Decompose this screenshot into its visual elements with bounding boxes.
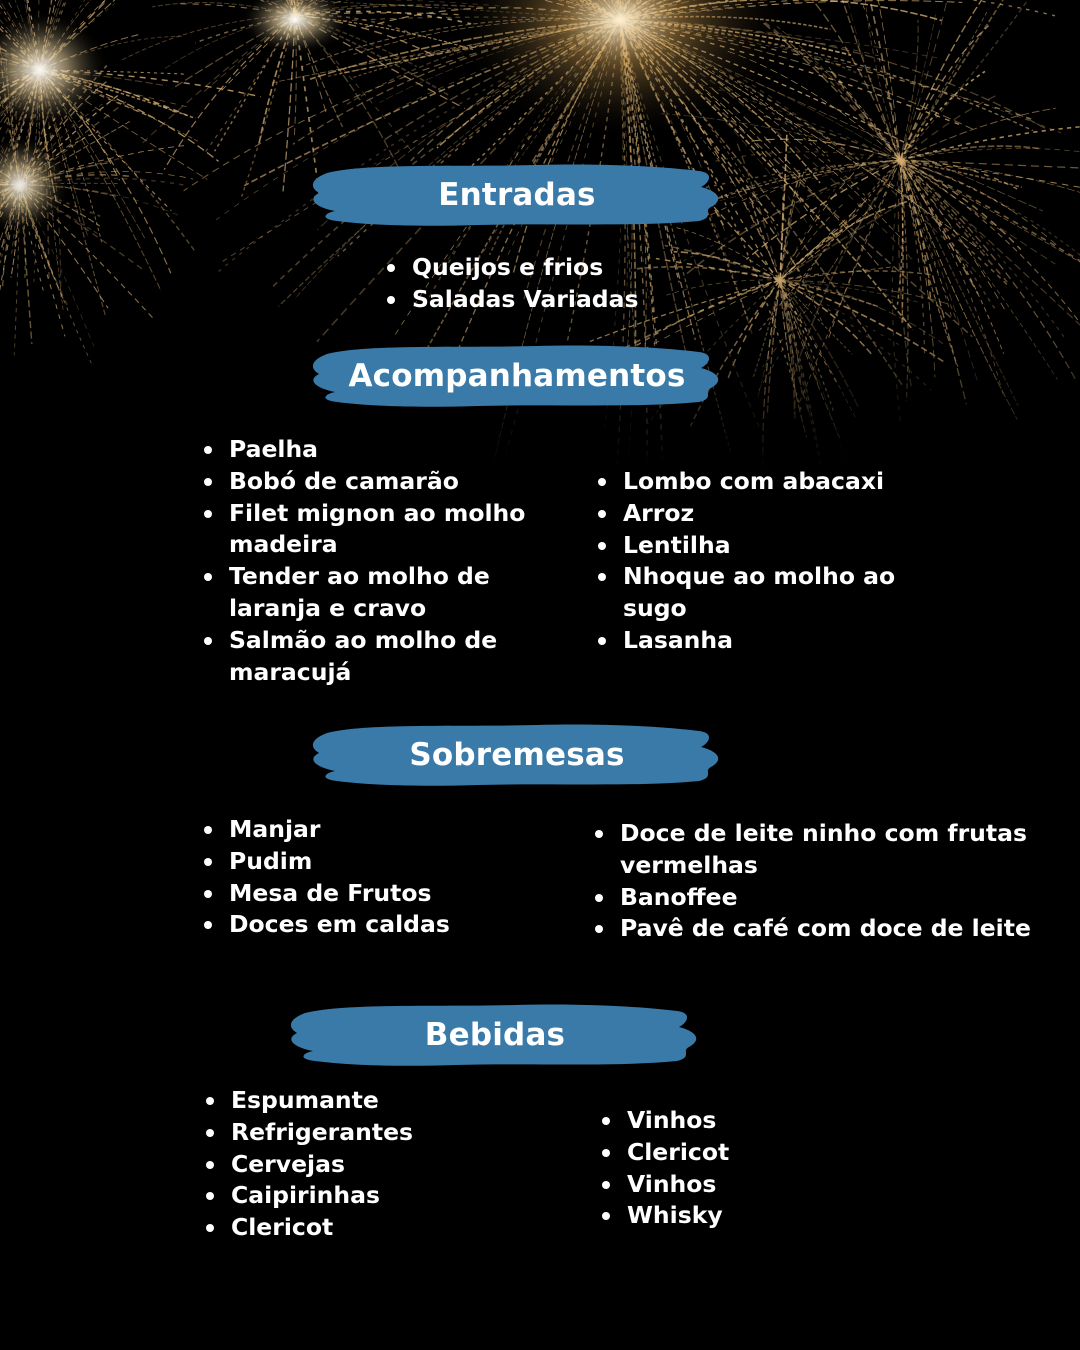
list-entradas (387, 252, 638, 316)
list-item: Pudim (204, 846, 534, 878)
list-item: Lombo com abacaxi (598, 466, 928, 498)
list-item: Arroz (598, 498, 928, 530)
list-item: Espumante (206, 1085, 536, 1117)
list-item: Manjar (204, 814, 534, 846)
list-item: Vinhos (602, 1169, 932, 1201)
list-item: Lasanha (598, 625, 928, 657)
list-item: Queijos e frios (387, 252, 638, 284)
list-item: Bobó de camarão (204, 466, 534, 498)
list-item: Pavê de café com doce de leite (595, 913, 1065, 945)
section-title: Entradas (438, 177, 596, 213)
list-item: Clericot (602, 1137, 932, 1169)
list-item: Nhoque ao molho ao sugo (598, 561, 928, 625)
section-title: Acompanhamentos (348, 358, 686, 394)
list-sobremesas-left (204, 814, 534, 941)
list-item: Filet mignon ao molho madeira (204, 498, 534, 562)
banner-sobremesas (307, 715, 727, 795)
list-item: Whisky (602, 1200, 932, 1232)
list-bebidas-left (206, 1085, 536, 1244)
list-item: Lentilha (598, 530, 928, 562)
list-item: Mesa de Frutos (204, 878, 534, 910)
banner-entradas (307, 155, 727, 235)
list-item: Clericot (206, 1212, 536, 1244)
list-item: Doces em caldas (204, 909, 534, 941)
list-item: Vinhos (602, 1105, 932, 1137)
section-title: Bebidas (424, 1017, 566, 1053)
section-title: Sobremesas (409, 737, 625, 773)
banner-acompanhamentos (307, 336, 727, 416)
list-acompanhamentos-left (204, 434, 534, 688)
list-item: Doce de leite ninho com frutas vermelhas (595, 818, 1065, 882)
list-sobremesas-right (595, 818, 1065, 945)
list-acompanhamentos-right (598, 466, 928, 657)
list-item: Refrigerantes (206, 1117, 536, 1149)
banner-bebidas (285, 995, 705, 1075)
list-item: Paelha (204, 434, 534, 466)
list-item: Caipirinhas (206, 1180, 536, 1212)
list-item: Salmão ao molho de maracujá (204, 625, 534, 689)
list-item: Cervejas (206, 1149, 536, 1181)
list-item: Banoffee (595, 882, 1065, 914)
list-item: Saladas Variadas (387, 284, 638, 316)
list-bebidas-right (602, 1105, 932, 1232)
list-item: Tender ao molho de laranja e cravo (204, 561, 534, 625)
